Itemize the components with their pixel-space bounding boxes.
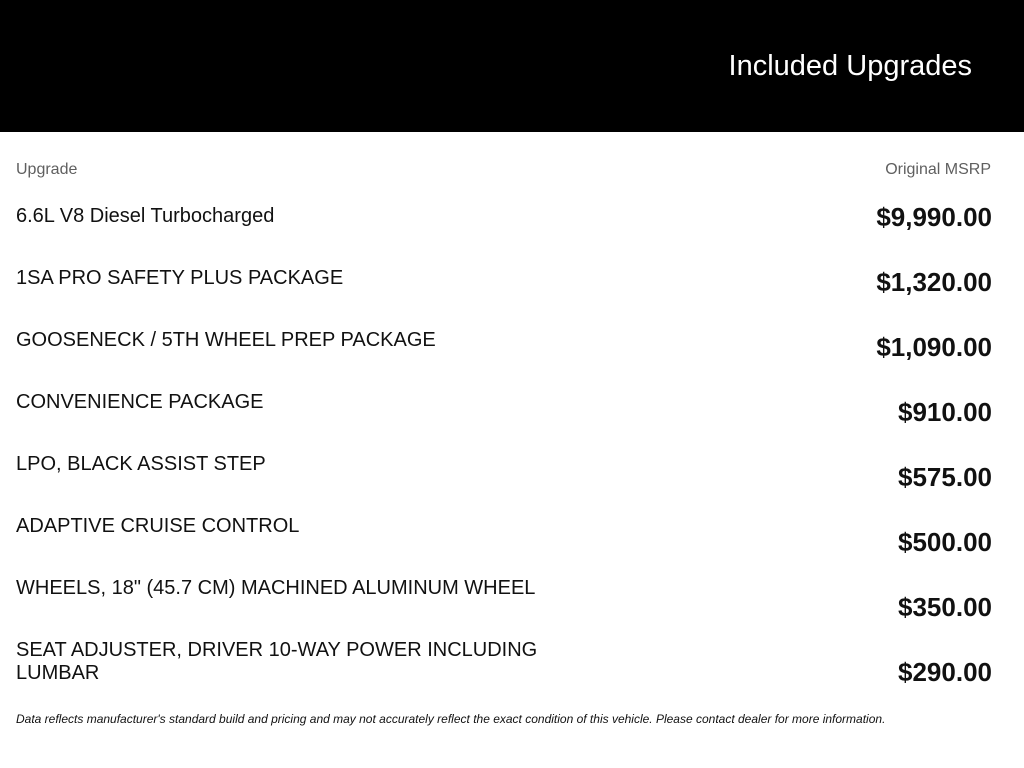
upgrade-price: $910.00 [898, 397, 992, 427]
upgrade-price: $500.00 [898, 527, 992, 557]
upgrade-price: $290.00 [898, 657, 992, 687]
upgrade-name: 6.6L V8 Diesel Turbocharged [16, 205, 275, 227]
upgrade-name: WHEELS, 18" (45.7 CM) MACHINED ALUMINUM WHEEL [16, 577, 536, 599]
page-title: Included Upgrades [728, 50, 972, 82]
upgrade-price: $350.00 [898, 592, 992, 622]
column-header-upgrade: Upgrade [16, 161, 78, 178]
column-header-msrp: Original MSRP [885, 161, 991, 178]
upgrade-name: SEAT ADJUSTER, DRIVER 10-WAY POWER INCLUDING LUMBAR [16, 639, 538, 684]
upgrade-price: $1,320.00 [876, 267, 992, 297]
upgrade-name: LPO, BLACK ASSIST STEP [16, 453, 266, 475]
disclaimer-text: Data reflects manufacturer's standard build and pricing and may not accurately reflect the exact condition of this vehicle. Please contact dealer for more information. [16, 712, 886, 726]
upgrade-price: $1,090.00 [876, 332, 992, 362]
upgrade-name: ADAPTIVE CRUISE CONTROL [16, 515, 300, 537]
upgrade-price: $575.00 [898, 462, 992, 492]
upgrade-name: CONVENIENCE PACKAGE [16, 391, 264, 413]
upgrade-name: GOOSENECK / 5TH WHEEL PREP PACKAGE [16, 329, 436, 351]
upgrade-name: 1SA PRO SAFETY PLUS PACKAGE [16, 267, 344, 289]
header-banner [0, 0, 1024, 132]
upgrade-price: $9,990.00 [876, 202, 992, 232]
